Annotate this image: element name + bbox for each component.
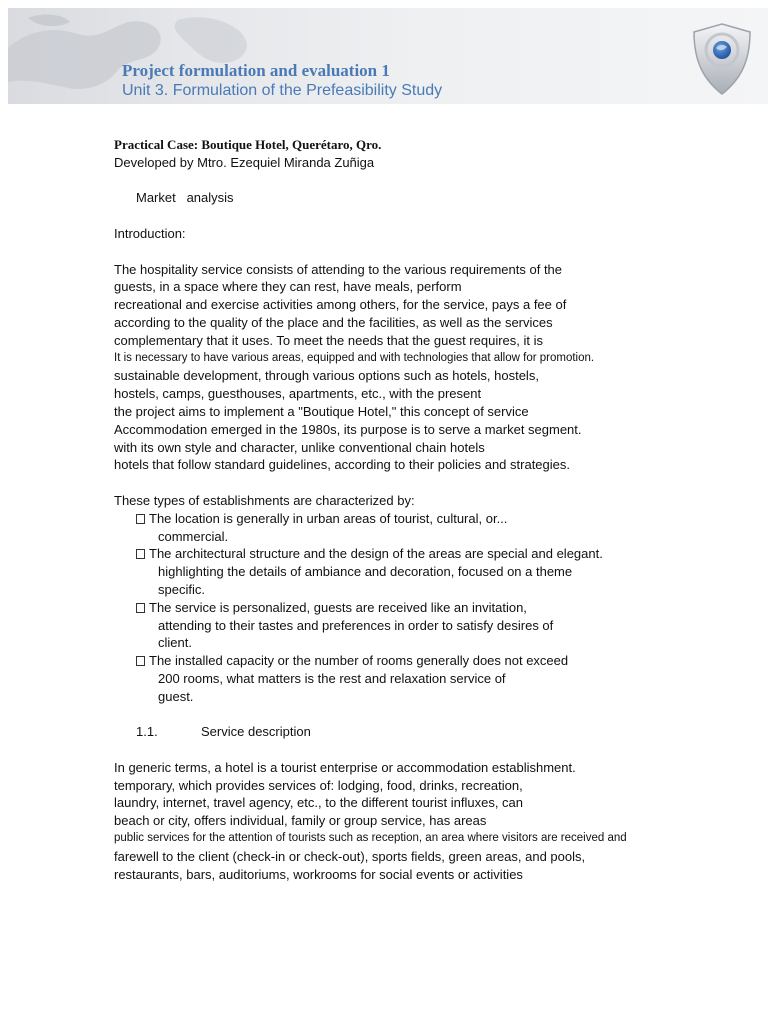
paragraph-line: restaurants, bars, auditoriums, workrooms for social events or activities <box>114 866 523 882</box>
list-item-continuation: client. <box>158 635 192 651</box>
paragraph-line: guests, in a space where they can rest, have meals, perform <box>114 279 462 295</box>
list-item: The installed capacity or the number of rooms generally does not exceed <box>114 652 714 670</box>
checkbox-bullet-icon <box>136 514 145 524</box>
paragraph-line: with its own style and character, unlike conventional chain hotels <box>114 439 485 455</box>
course-title: Project formulation and evaluation 1 <box>122 61 390 80</box>
paragraph-line: Accommodation emerged in the 1980s, its purpose is to serve a market segment. <box>114 421 582 437</box>
list-item-continuation: 200 rooms, what matters is the rest and relaxation service of <box>158 670 506 686</box>
checkbox-bullet-icon <box>136 656 145 666</box>
paragraph-line: the project aims to implement a "Boutique Hotel," this concept of service <box>114 403 529 419</box>
header-banner <box>8 8 768 104</box>
paragraph-line: hostels, camps, guesthouses, apartments, etc., with the present <box>114 386 482 402</box>
list-item-continuation: specific. <box>158 581 205 597</box>
service-paragraph <box>114 759 714 884</box>
list-item-continuation: commercial. <box>158 528 229 544</box>
paragraph-line: The hospitality service consists of attending to the various requirements of the <box>114 261 563 277</box>
document-body <box>114 136 714 883</box>
checkbox-bullet-icon <box>136 603 145 613</box>
subsection-heading <box>114 723 714 741</box>
paragraph-line: recreational and exercise activities among others, for the service, pays a fee of <box>114 297 567 313</box>
paragraph-line: sustainable development, through various options such as hotels, hostels, <box>114 368 539 384</box>
shield-logo-icon <box>690 22 754 96</box>
paragraph-line: beach or city, offers individual, family or group service, has areas <box>114 813 487 829</box>
characterized-label: These types of establishments are characterized by: <box>114 492 415 508</box>
paragraph-line: It is necessary to have various areas, equipped and with technologies that allow for promotion. <box>114 351 595 364</box>
paragraph-line: farewell to the client (check-in or check-out), sports fields, green areas, and pools, <box>114 848 586 864</box>
list-item-continuation: attending to their tastes and preferences in order to satisfy desires of <box>158 617 554 633</box>
author-line: Developed by Mtro. Ezequiel Miranda Zuñiga <box>114 154 375 170</box>
checkbox-bullet-icon <box>136 549 145 559</box>
section-heading: Market analysis <box>136 190 234 206</box>
unit-subtitle: Unit 3. Formulation of the Prefeasibility Study <box>122 82 443 99</box>
list-item: The location is generally in urban areas of tourist, cultural, or... <box>114 510 714 528</box>
case-title: Practical Case: Boutique Hotel, Querétaro, Qro. <box>114 137 382 152</box>
list-item-continuation: highlighting the details of ambiance and decoration, focused on a theme <box>158 564 573 580</box>
list-item: The service is personalized, guests are received like an invitation, <box>114 599 714 617</box>
paragraph-line: temporary, which provides services of: lodging, food, drinks, recreation, <box>114 777 523 793</box>
intro-label: Introduction: <box>114 225 186 241</box>
paragraph-line: laundry, internet, travel agency, etc., to the different tourist influxes, can <box>114 795 523 811</box>
intro-paragraph <box>114 261 714 475</box>
paragraph-line: In generic terms, a hotel is a tourist enterprise or accommodation establishment. <box>114 759 576 775</box>
list-item: The architectural structure and the design of the areas are special and elegant. <box>114 545 714 563</box>
subsection-number: 1.1. <box>136 724 158 740</box>
list-item-continuation: guest. <box>158 688 194 704</box>
paragraph-line: complementary that it uses. To meet the needs that the guest requires, it is <box>114 332 543 348</box>
characteristics-list <box>114 510 714 706</box>
subsection-title: Service description <box>201 724 311 740</box>
paragraph-line: according to the quality of the place and the facilities, as well as the services <box>114 314 553 330</box>
paragraph-line: hotels that follow standard guidelines, according to their policies and strategies. <box>114 457 570 473</box>
paragraph-line: public services for the attention of tourists such as reception, an area where visitors are received and <box>114 832 627 845</box>
